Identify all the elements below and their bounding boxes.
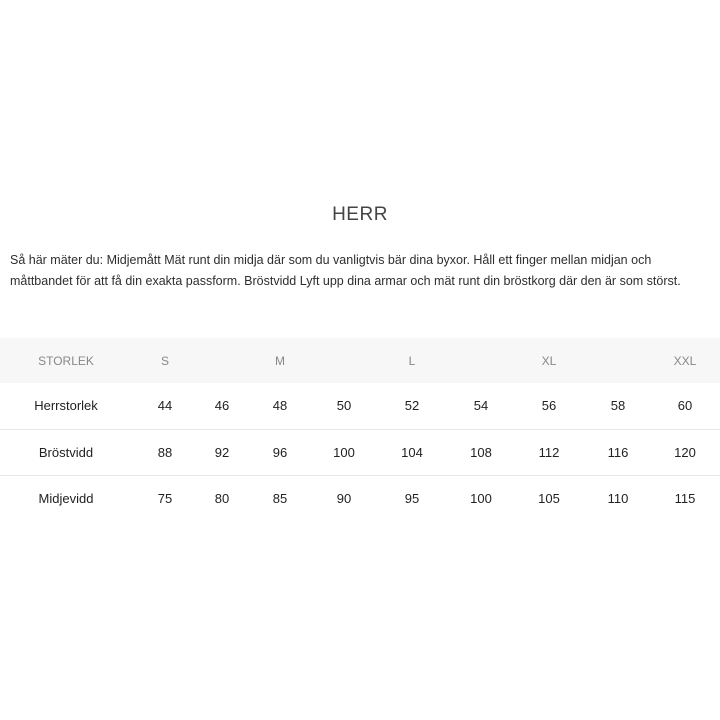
table-cell: 75 (157, 490, 173, 506)
table-row (0, 383, 720, 429)
header-size-l: L (408, 353, 416, 368)
size-table-body (0, 383, 720, 521)
table-cell: 88 (157, 444, 173, 460)
table-cell: 48 (272, 398, 288, 414)
header-size-s: S (160, 353, 169, 368)
table-row (0, 429, 720, 475)
table-cell: 56 (541, 398, 557, 414)
table-cell: 96 (272, 444, 288, 460)
table-cell: 105 (538, 490, 560, 506)
row-label-herrstorlek: Herrstorlek (34, 398, 98, 414)
table-cell: 108 (470, 444, 492, 460)
header-size-m: M (275, 353, 285, 368)
table-cell: 115 (674, 490, 696, 506)
table-cell: 54 (473, 398, 489, 414)
table-cell: 50 (336, 398, 352, 414)
table-cell: 92 (214, 444, 230, 460)
header-row (0, 338, 720, 383)
table-cell: 100 (333, 444, 355, 460)
table-cell: 116 (607, 444, 629, 460)
table-cell: 120 (674, 444, 696, 460)
page-title: HERR (332, 204, 388, 225)
table-cell: 112 (538, 444, 560, 460)
header-size-xxl: XXL (673, 353, 697, 368)
table-cell: 60 (677, 398, 693, 414)
table-cell: 58 (610, 398, 626, 414)
header-label: STORLEK (38, 353, 94, 368)
header-size-blank (198, 338, 246, 383)
table-cell: 46 (214, 398, 230, 414)
row-label-midjevidd: Midjevidd (38, 490, 94, 506)
row-label-brostvidd: Bröstvidd (38, 444, 94, 460)
table-cell: 100 (470, 490, 492, 506)
table-cell: 80 (214, 490, 230, 506)
table-cell: 104 (401, 444, 423, 460)
table-cell: 95 (404, 490, 420, 506)
size-table-header (0, 338, 720, 383)
header-size-blank (314, 338, 374, 383)
table-row (0, 475, 720, 521)
header-size-blank (586, 338, 650, 383)
size-table (0, 338, 720, 521)
header-size-xl: XL (541, 353, 557, 368)
table-cell: 90 (336, 490, 352, 506)
header-size-blank (450, 338, 512, 383)
table-cell: 52 (404, 398, 420, 414)
table-cell: 44 (157, 398, 173, 414)
measurement-instructions: Så här mäter du: Midjemått Mät runt din midja där som du vanligtvis bär dina byxor. Håll ett finger mellan midjan och måttbandet för att få din exakta passform. Bröstvidd Lyft upp dina armar och mät runt din bröstkorg där den är som störst. (10, 253, 681, 288)
table-cell: 110 (607, 490, 629, 506)
table-cell: 85 (272, 490, 288, 506)
